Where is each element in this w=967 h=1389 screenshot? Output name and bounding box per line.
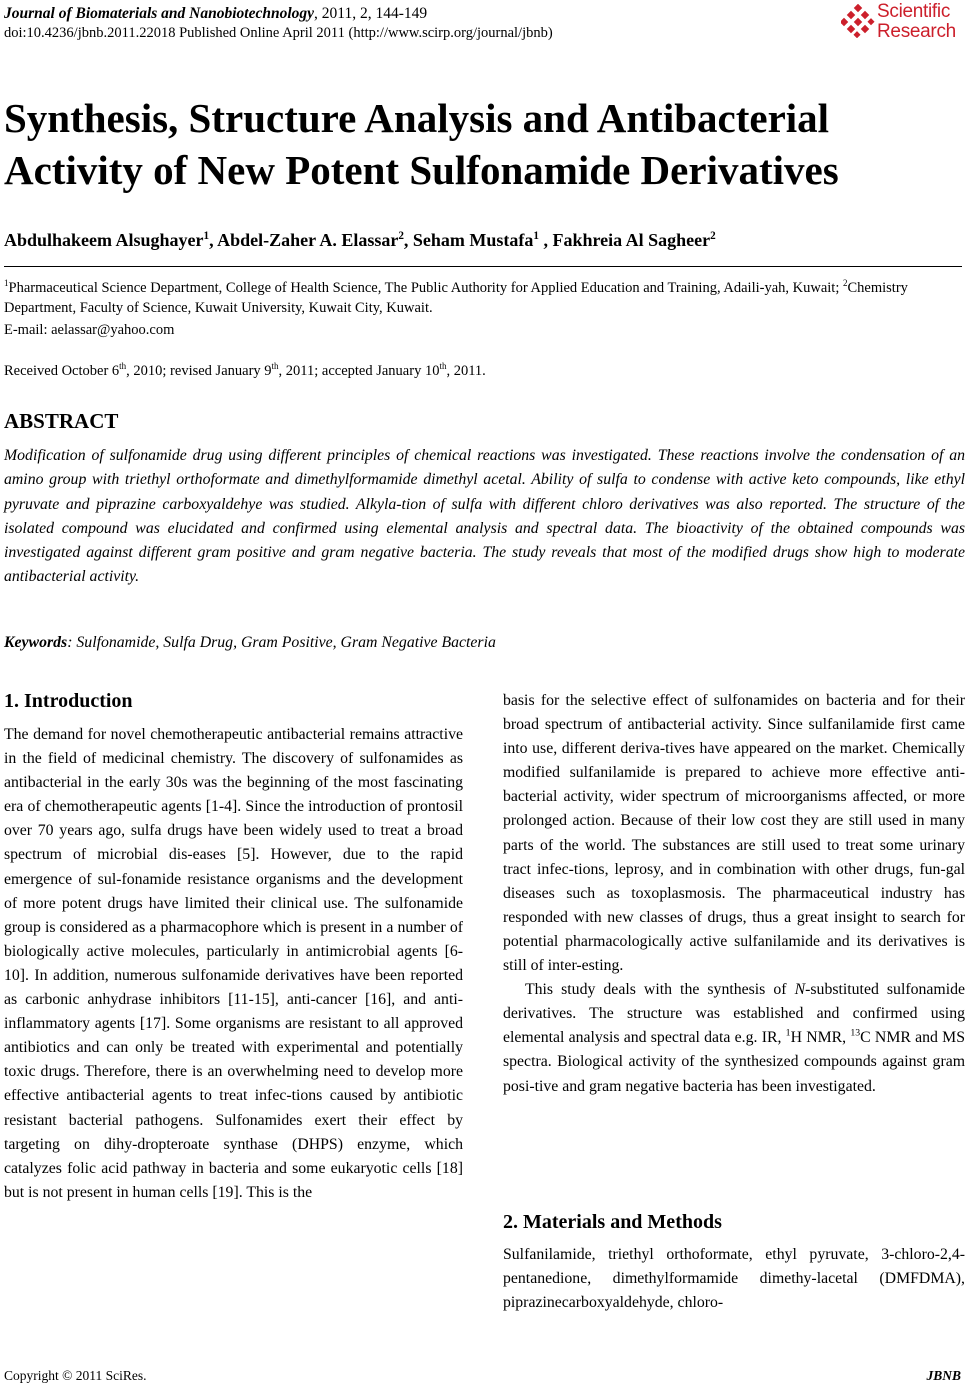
paragraph: This study deals with the synthesis of N-substituted sulfonamide derivatives. The structure was established and confirmed using elemental analysis and spectral data e.g. IR, $^1$H NMR, $^{13}$C NMR and MS spectra. Biological activity of the synthesized compounds against gram posi-tive and gram negative bacteria has been investigated.	[503, 981, 966, 1095]
journal-volume-pages: , 2011, 2, 144-149	[314, 5, 428, 22]
abstract-body: Modification of sulfonamide drug using different principles of chemical reactions was investigated. These reactions involve the condensation of an amino group with triethyl orthoformate and dimethylformamide dimethyl acetal. Ability of sulfa to condense with active keto compounds, like ethyl pyruvate and piprazine carboxyaldehye was studied. Alkyla-tion of sulfa with different chloro derivatives was also reported. The structure of the isolated compound was elucidated and confirmed using elemental analysis and spectral data. The bioactivity of the obtained compounds was investigated against different gram positive and gram negative bacteria. The study reveals that most of the modified drugs show high to moderate antibacterial activity.	[4, 447, 965, 586]
paragraph: basis for the selective effect of sulfonamides on bacteria and for their broad spectrum of antibacterial activity. Since sulfanilamide first came into use, different deriva-tives have appeared on the market. Chemically modified sulfanilamide is prepared to achieve more effective anti-bacterial activity, wider spectrum of microorganisms affected, or more prolonged action. Because of their low cost they are still used in many parts of the world. The substances are still used to treat some urinary tract infec-tions, leprosy, and in combination with other drugs, fun-gal diseases such as toxoplasmosis. The pharmaceutical industry has responded with new classes of drugs, thus a great insight to search for potential pharmacologically active sulfanilamide and its derivatives is still of inter-esting.	[503, 692, 965, 975]
introduction-column-right	[503, 689, 965, 1099]
received-dates: Received October 6th, 2010; revised January 9th, 2011; accepted January 10th, 2011.	[4, 361, 486, 379]
journal-name: Journal of Biomaterials and Nanobiotechnology	[4, 5, 315, 22]
paragraph: Sulfanilamide, triethyl orthoformate, ethyl pyruvate, 3-chloro-2,4-pentanedione, dimethylformamide dimethy-lacetal (DMFDMA), piprazinecarboxyaldehyde, chloro-	[503, 1246, 965, 1312]
keywords	[4, 631, 496, 655]
publisher-logo	[841, 2, 961, 44]
contact-email[interactable]: E-mail: aelassar@yahoo.com	[4, 322, 175, 338]
doi-line[interactable]: doi:10.4236/jbnb.2011.22018 Published Online April 2011 (http://www.scirp.org/journal/jbnb)	[4, 25, 553, 41]
author-name: , Fakhreia Al Sagheer	[538, 230, 711, 250]
journal-citation	[4, 4, 427, 23]
affiliations: $^1$Pharmaceutical Science Department, College of Health Science, The Public Authority for Applied Education and Training, Adaili-yah, Kuwait; $^2$Chemistry Department, Faculty of Science, Kuwait University, Kuwait City, Kuwait.	[4, 278, 908, 316]
footer-journal-abbr: JBNB	[926, 1368, 961, 1383]
author-name: , Abdel-Zaher A. Elassar	[209, 230, 399, 250]
author-name: Abdulhakeem Alsughayer	[4, 230, 204, 250]
keywords-label: Keywords	[4, 634, 68, 651]
publisher-logo-text: Scientific Research	[877, 1, 956, 42]
section-heading-introduction: 1. Introduction	[4, 690, 133, 712]
keywords-list: : Sulfonamide, Sulfa Drug, Gram Positive, Gram Negative Bacteria	[67, 634, 496, 651]
publisher-logo-icon	[841, 4, 875, 38]
section-heading-materials-methods: 2. Materials and Methods	[503, 1211, 722, 1233]
author-list: Abdulhakeem Alsughayer$^1$, Abdel-Zaher A. Elassar$^2$, Seham Mustafa$^1$ , Fakhreia Al Sagheer$^2$	[4, 230, 716, 250]
header-divider	[4, 266, 962, 267]
abstract-heading: ABSTRACT	[4, 409, 119, 433]
paper-title: Synthesis, Structure Analysis and Antibacterial Activity of New Potent Sulfonamide Derivatives	[4, 95, 839, 193]
methods-paragraph	[503, 1243, 965, 1315]
introduction-column-left	[4, 723, 463, 1205]
author-name: , Seham Mustafa	[403, 230, 534, 250]
footer-copyright: Copyright © 2011 SciRes.	[4, 1368, 147, 1383]
paragraph: The demand for novel chemotherapeutic antibacterial remains attractive in the field of medicinal chemistry. The discovery of sulfonamides as antibacterial in the early 30s was the beginning of the most fascinating era of chemotherapeutic agents [1-4]. Since the introduction of prontosil over 70 years ago, sulfa drugs have been widely used to treat a broad spectrum of microbial dis-eases [5]. However, due to the rapid emergence of sul-fonamide resistance organisms and the development of more potent drugs have limited their clinical use. The sulfonamide group is considered as a pharmacophore which is present in a number of biologically active molecules, particularly in antimicrobial agents [6-10]. In addition, numerous sulfonamide derivatives have been reported as carbonic anhydrase inhibitors [11-15], anti-cancer [16], and anti-inflammatory agents [17]. Some organisms are resistant to all approved antibiotics and can only be treated with experimental and potentially toxic drugs. Therefore, there is an overwhelming need to develop more effective antibacterial agents to treat infec-tions caused by antibiotic resistant bacterial pathogens. Sulfonamides exert their effect by targeting on dihy-dropteroate synthase (DHPS) enzyme, which catalyzes folic acid pathway in bacteria and some eukaryotic cells [18] but is not present in human cells [19]. This is the	[4, 726, 463, 1201]
